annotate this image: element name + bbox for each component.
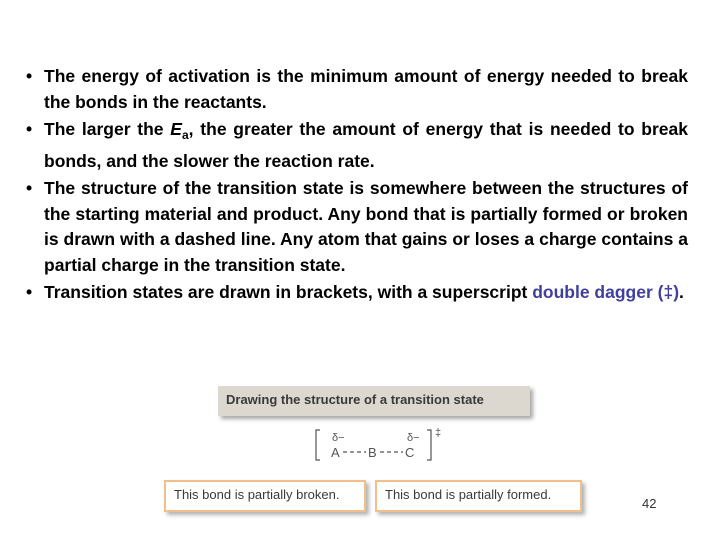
bullet-marker: • (26, 119, 33, 139)
label-partially-formed-text: This bond is partially formed. (385, 487, 552, 502)
atom-b: B (368, 445, 377, 460)
bullet-list (26, 64, 688, 308)
label-partially-formed (375, 480, 582, 512)
transition-state-diagram (310, 428, 450, 468)
double-dagger-term: double dagger (‡) (532, 282, 680, 302)
bullet-text: The energy of activation is the minimum amount of energy needed to break the bonds in the reactants. (44, 66, 688, 112)
figure-title-box (218, 386, 530, 416)
label-partially-broken (164, 480, 366, 512)
figure-title: Drawing the structure of a transition state (226, 392, 484, 407)
bullet-text-before: The larger the (44, 119, 171, 139)
atom-c: C (405, 445, 415, 460)
bullet-activation-energy (26, 64, 688, 115)
page-number: 42 (642, 496, 657, 511)
bullet-marker: • (26, 66, 33, 86)
right-bracket (427, 430, 431, 460)
double-dagger-symbol: ‡ (435, 428, 442, 439)
bullet-text-before: Transition states are drawn in brackets, with a superscript (44, 282, 533, 302)
bullet-text-after: , the greater the amount of energy that is needed to break bonds, and the slower the reaction rate. (44, 119, 688, 171)
bullet-text: The structure of the transition state is somewhere between the structures of the starting material and product. Any bond that is partially formed or broken is drawn with a dashed line. Any atom that gains or loses a charge contains a partial charge in the transition state. (44, 178, 688, 275)
bullet-text-after: . (679, 282, 684, 302)
label-partially-broken-text: This bond is partially broken. (174, 487, 340, 502)
bullet-marker: • (26, 178, 33, 198)
delta-minus-left: δ− (332, 432, 345, 444)
ea-subscript: a (181, 128, 189, 142)
bullet-brackets-dagger (26, 280, 688, 306)
left-bracket (316, 430, 320, 460)
bullet-larger-ea (26, 117, 688, 174)
delta-minus-right: δ− (407, 432, 420, 444)
ea-symbol: $E_a$ (170, 119, 189, 142)
bullet-transition-structure (26, 176, 688, 278)
transition-state-figure (160, 382, 580, 512)
bullet-marker: • (26, 282, 33, 302)
atom-a: A (331, 445, 340, 460)
